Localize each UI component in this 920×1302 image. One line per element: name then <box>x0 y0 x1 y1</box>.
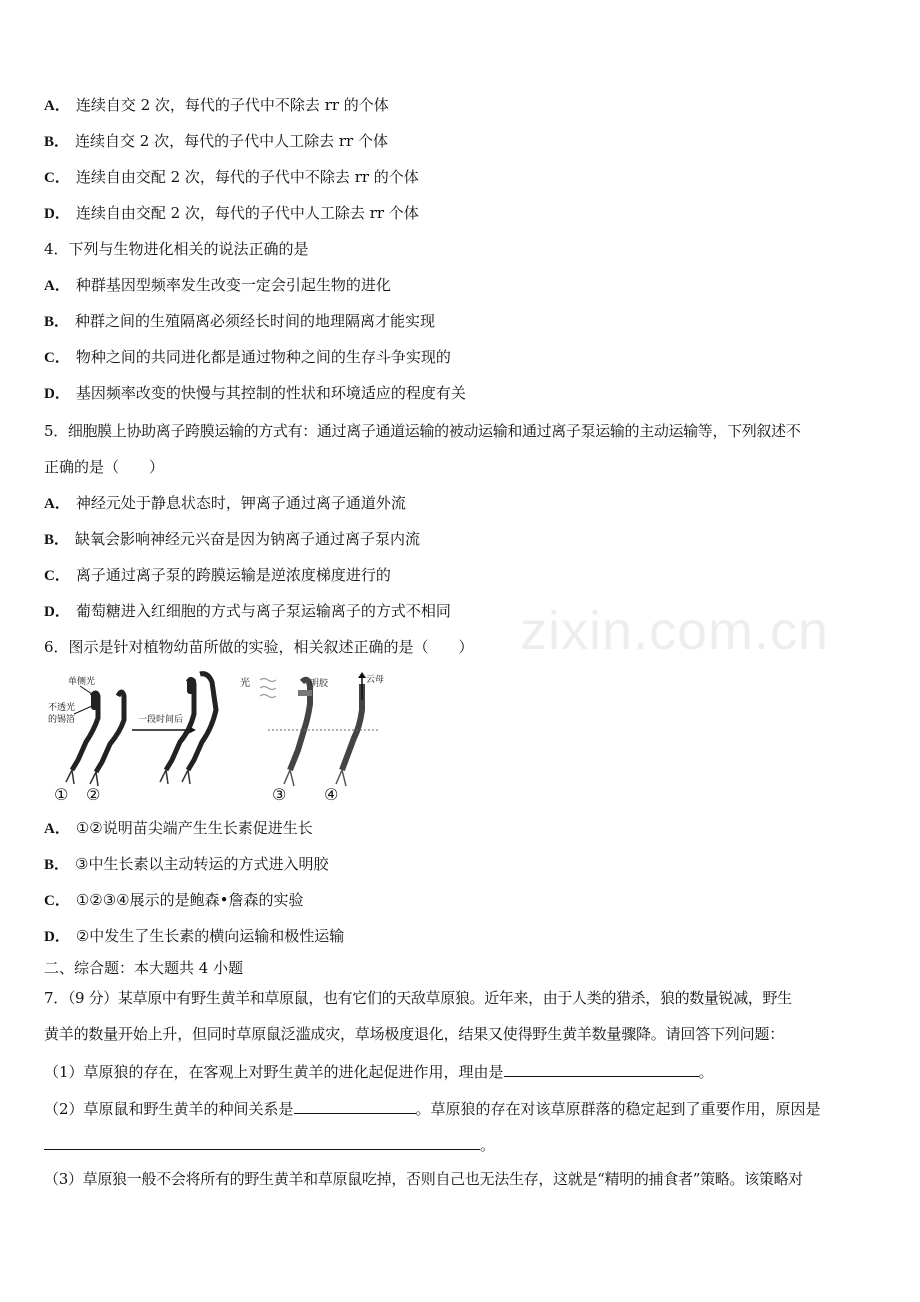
q4-option-b: B． 种群之间的生殖隔离必须经长时间的地理隔离才能实现 <box>44 312 436 330</box>
section-heading: 二、综合题：本大题共 4 小题 <box>44 959 244 977</box>
label-light: 光 <box>240 678 250 689</box>
q6-option-a: A． ①②说明苗尖端产生生长素促进生长 <box>44 819 313 837</box>
figure-num-1: ① <box>54 785 69 804</box>
figure-num-2: ② <box>86 785 101 804</box>
q6-option-c: C． ①②③④展示的是鲍森•詹森的实验 <box>44 891 304 909</box>
label-after-time: 一段时间后 <box>138 715 184 725</box>
seedling-experiment-figure <box>40 670 385 805</box>
q7-part2: （2）草原鼠和野生黄羊的种间关系是 。草原狼的存在对该草原群落的稳定起到了重要作用，原因是 <box>44 1097 821 1117</box>
q4-option-a: A． 种群基因型频率发生改变一定会引起生物的进化 <box>44 276 391 294</box>
q5-option-a: A． 神经元处于静息状态时，钾离子通过离子通道外流 <box>44 494 406 512</box>
q7-stem-line2: 黄羊的数量开始上升，但同时草原鼠泛滥成灾，草场极度退化，结果又使得野生黄羊数量骤降。请回答下列问题： <box>44 1025 785 1043</box>
q3-option-c: C． 连续自由交配 2 次，每代的子代中不除去 rr 的个体 <box>44 168 419 186</box>
q5-option-b: B． 缺氧会影响神经元兴奋是因为钠离子通过离子泵内流 <box>44 530 421 548</box>
seedling-4 <box>342 684 362 770</box>
q7-part1-answer-blank[interactable] <box>504 1060 699 1077</box>
label-foil: 不透光 <box>48 703 76 713</box>
q4-option-c: C． 物种之间的共同进化都是通过物种之间的生存斗争实现的 <box>44 348 451 366</box>
label-side-light: 单侧光 <box>68 677 96 687</box>
label-mica: 云母 <box>366 675 385 685</box>
label-gelatin: 明胶 <box>310 679 329 689</box>
seedling-experiment-diagram <box>40 670 385 805</box>
foil-cap <box>91 692 100 710</box>
q5-option-c: C． 离子通过离子泵的跨膜运输是逆浓度梯度进行的 <box>44 566 391 584</box>
q5-option-d: D． 葡萄糖进入红细胞的方式与离子泵运输离子的方式不相同 <box>44 602 451 620</box>
light-rays-icon <box>260 679 276 698</box>
q3-option-b: B． 连续自交 2 次，每代的子代中人工除去 rr 个体 <box>44 132 388 150</box>
q6-stem: 6．图示是针对植物幼苗所做的实验，相关叙述正确的是（ ） <box>44 638 474 656</box>
watermark: zixin.com.cn <box>520 601 830 661</box>
q6-option-d: D． ②中发生了生长素的横向运输和极性运输 <box>44 927 345 945</box>
q7-part1: （1）草原狼的存在，在客观上对野生黄羊的进化起促进作用，理由是 。 <box>44 1060 714 1080</box>
q4-option-d: D． 基因频率改变的快慢与其控制的性状和环境适应的程度有关 <box>44 384 466 402</box>
label-foil2: 的锡箔 <box>48 715 76 725</box>
q4-stem: 4．下列与生物进化相关的说法正确的是 <box>44 240 309 258</box>
q7-part2-cont: 。 <box>44 1133 495 1153</box>
figure-num-3: ③ <box>272 785 287 804</box>
gelatin-block <box>298 690 312 696</box>
q7-part3: （3）草原狼一般不会将所有的野生黄羊和草原鼠吃掉，否则自己也无法生存，这就是“精明的捕食者”策略。该策略对 <box>44 1170 803 1188</box>
q7-part2-answer-blank-2[interactable] <box>44 1133 480 1150</box>
q7-stem-line1: 7．（9 分）某草原中有野生黄羊和草原鼠，也有它们的天敌草原狼。近年来，由于人类的猎杀，狼的数量锐减，野生 <box>44 989 792 1007</box>
q6-option-b: B． ③中生长素以主动转运的方式进入明胶 <box>44 855 329 873</box>
q3-option-a: A． 连续自交 2 次，每代的子代中不除去 rr 的个体 <box>44 96 389 114</box>
q5-stem-line1: 5．细胞膜上协助离子跨膜运输的方式有：通过离子通道运输的被动运输和通过离子泵运输的主动运输等，下列叙述不 <box>44 422 801 440</box>
q7-part2-answer-blank-1[interactable] <box>294 1097 416 1114</box>
figure-num-4: ④ <box>324 785 339 804</box>
q5-stem-line2: 正确的是（ ） <box>44 458 165 476</box>
q3-option-d: D． 连续自由交配 2 次，每代的子代中人工除去 rr 个体 <box>44 204 419 222</box>
